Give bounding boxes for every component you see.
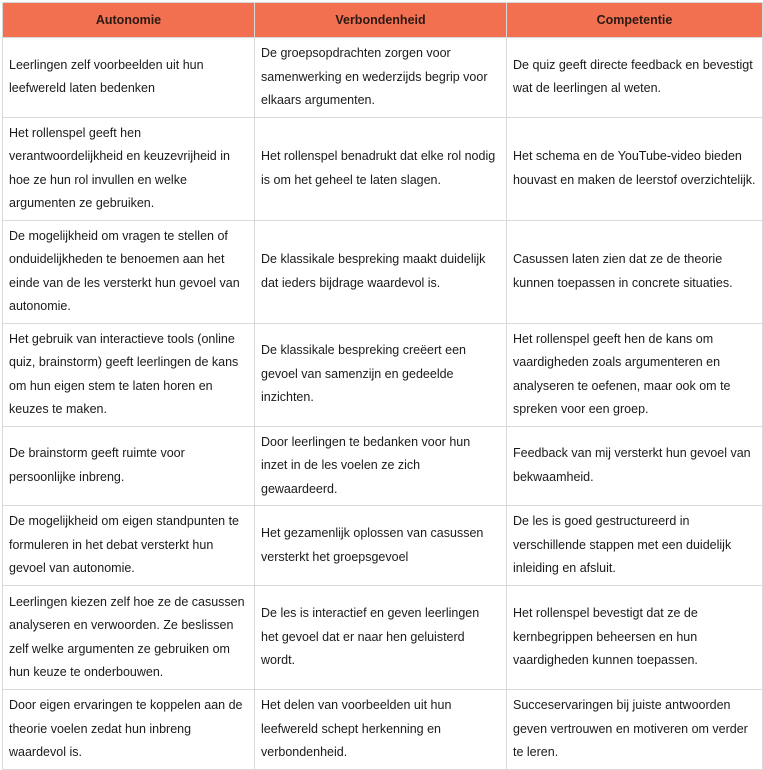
cell-autonomie: De mogelijkheid om eigen standpunten te formuleren in het debat versterkt hun gevoel van autonomie. bbox=[3, 506, 255, 586]
cell-competentie: Succeservaringen bij juiste antwoorden geven vertrouwen en motiveren om verder te leren. bbox=[507, 690, 763, 770]
table-row bbox=[3, 506, 763, 586]
table-row bbox=[3, 38, 763, 118]
table-row bbox=[3, 323, 763, 426]
table-row bbox=[3, 117, 763, 220]
cell-autonomie: Het rollenspel geeft hen verantwoordelijkheid en keuzevrijheid in hoe ze hun rol invullen en welke argumenten ze gebruiken. bbox=[3, 117, 255, 220]
table-row bbox=[3, 426, 763, 506]
cell-autonomie: Door eigen ervaringen te koppelen aan de theorie voelen zedat hun inbreng waardevol is. bbox=[3, 690, 255, 770]
cell-verbondenheid: Het delen van voorbeelden uit hun leefwereld schept herkenning en verbondenheid. bbox=[255, 690, 507, 770]
cell-autonomie: De brainstorm geeft ruimte voor persoonlijke inbreng. bbox=[3, 426, 255, 506]
cell-verbondenheid: De klassikale bespreking creëert een gevoel van samenzijn en gedeelde inzichten. bbox=[255, 323, 507, 426]
header-competentie: Competentie bbox=[507, 3, 763, 38]
table-row bbox=[3, 586, 763, 690]
cell-competentie: De quiz geeft directe feedback en bevestigt wat de leerlingen al weten. bbox=[507, 38, 763, 118]
cell-competentie: De les is goed gestructureerd in verschillende stappen met een duidelijk inleiding en afsluit. bbox=[507, 506, 763, 586]
header-autonomie: Autonomie bbox=[3, 3, 255, 38]
cell-verbondenheid: Het rollenspel benadrukt dat elke rol nodig is om het geheel te laten slagen. bbox=[255, 117, 507, 220]
cell-competentie: Het rollenspel bevestigt dat ze de kernbegrippen beheersen en hun vaardigheden kunnen toepassen. bbox=[507, 586, 763, 690]
table-row bbox=[3, 690, 763, 770]
cell-verbondenheid: De klassikale bespreking maakt duidelijk dat ieders bijdrage waardevol is. bbox=[255, 220, 507, 323]
cell-verbondenheid: Het gezamenlijk oplossen van casussen versterkt het groepsgevoel bbox=[255, 506, 507, 586]
cell-autonomie: De mogelijkheid om vragen te stellen of onduidelijkheden te benoemen aan het einde van de les versterkt hun gevoel van autonomie. bbox=[3, 220, 255, 323]
cell-verbondenheid: Door leerlingen te bedanken voor hun inzet in de les voelen ze zich gewaardeerd. bbox=[255, 426, 507, 506]
cell-competentie: Het schema en de YouTube-video bieden houvast en maken de leerstof overzichtelijk. bbox=[507, 117, 763, 220]
sdt-table bbox=[2, 2, 763, 770]
cell-verbondenheid: De groepsopdrachten zorgen voor samenwerking en wederzijds begrip voor elkaars argumenten. bbox=[255, 38, 507, 118]
table-row bbox=[3, 220, 763, 323]
cell-autonomie: Het gebruik van interactieve tools (online quiz, brainstorm) geeft leerlingen de kans om hun eigen stem te laten horen en keuzes te maken. bbox=[3, 323, 255, 426]
cell-verbondenheid: De les is interactief en geven leerlingen het gevoel dat er naar hen geluisterd wordt. bbox=[255, 586, 507, 690]
cell-competentie: Casussen laten zien dat ze de theorie kunnen toepassen in concrete situaties. bbox=[507, 220, 763, 323]
cell-autonomie: Leerlingen zelf voorbeelden uit hun leefwereld laten bedenken bbox=[3, 38, 255, 118]
header-row bbox=[3, 3, 763, 38]
cell-autonomie: Leerlingen kiezen zelf hoe ze de casussen analyseren en verwoorden. Ze beslissen zelf welke argumenten ze gebruiken om hun keuze te onderbouwen. bbox=[3, 586, 255, 690]
cell-competentie: Het rollenspel geeft hen de kans om vaardigheden zoals argumenteren en analyseren te oefenen, maar ook om te spreken voor een groep. bbox=[507, 323, 763, 426]
header-verbondenheid: Verbondenheid bbox=[255, 3, 507, 38]
cell-competentie: Feedback van mij versterkt hun gevoel van bekwaamheid. bbox=[507, 426, 763, 506]
